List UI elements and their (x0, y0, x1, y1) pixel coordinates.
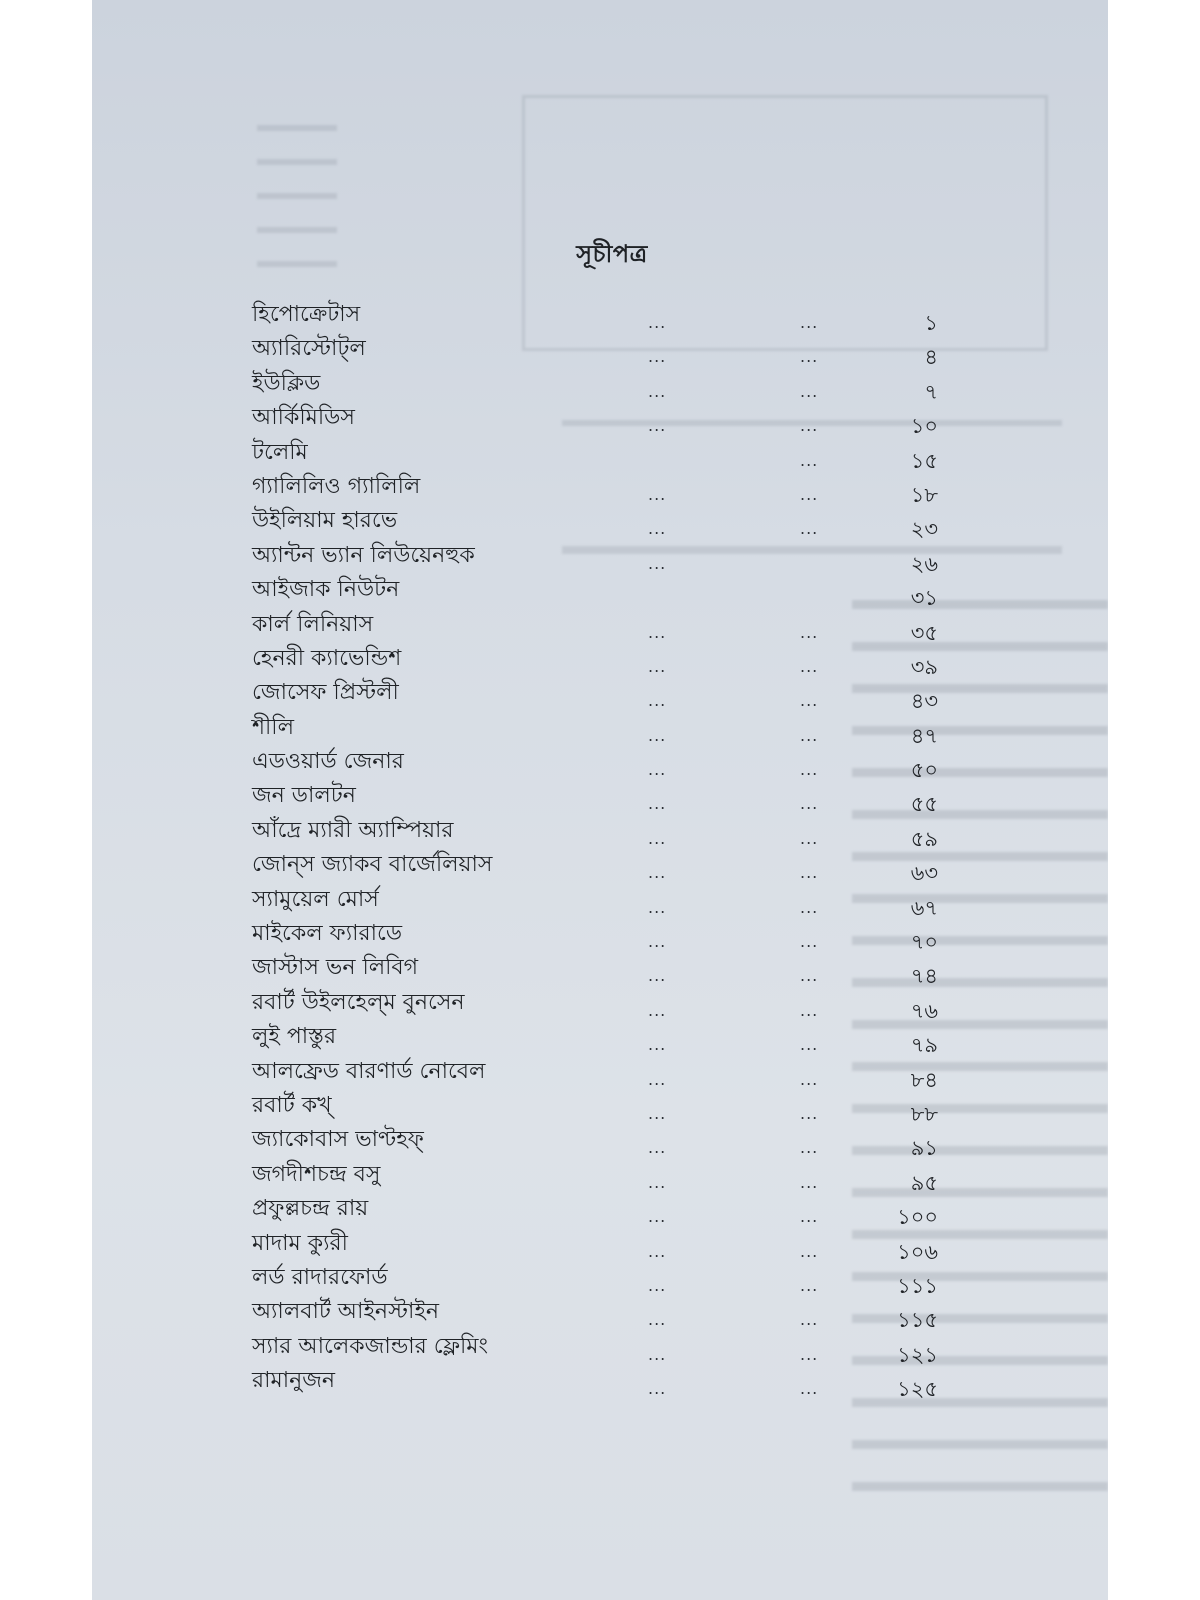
entry-page-number: ১১৫ (897, 1308, 938, 1333)
entry-name: আঁদ্রে ম্যারী অ্যাম্পিয়ার (252, 817, 454, 843)
entry-page-number: ২৩ (910, 517, 938, 542)
leader-dots: ... (800, 450, 819, 470)
leader-dots: ... (800, 725, 819, 745)
leader-dots: ... (648, 656, 667, 676)
leader-dots: ... (800, 381, 819, 401)
leader-dots: ... (800, 897, 819, 917)
entry-page-number: ৪ (924, 345, 938, 370)
entry-name: এডওয়ার্ড জেনার (252, 749, 404, 775)
entry-name: অ্যারিস্টোট্‌ল (252, 336, 366, 362)
toc-entry (92, 506, 1108, 540)
entry-page-number: ৮৮ (910, 1101, 938, 1126)
entry-page-number: ৪৩ (910, 689, 938, 714)
leader-dots: ... (800, 1000, 819, 1020)
toc-entry (92, 644, 1108, 678)
leader-dots: ... (800, 416, 819, 436)
entry-page-number: ৫০ (910, 758, 938, 783)
entry-page-number: ১২১ (897, 1342, 938, 1367)
entry-name: শীলি (252, 714, 294, 740)
toc-entry (92, 1022, 1108, 1056)
entry-name: রবার্ট উইলহেল্‌ম বুনসেন (252, 989, 465, 1015)
toc-entry (92, 988, 1108, 1022)
toc-entry (92, 919, 1108, 953)
leader-dots: ... (648, 691, 667, 711)
entry-page-number: ৭০ (910, 930, 938, 955)
entry-page-number: ৮৪ (910, 1067, 938, 1092)
entry-page-number: ১ (924, 311, 938, 335)
toc-entry (92, 781, 1108, 815)
entry-name: জ্যাকোবাস ভাণ্টহফ্‌ (252, 1127, 424, 1153)
entry-page-number: ১০ (910, 414, 938, 439)
leader-dots: ... (800, 347, 819, 367)
toc-entry (92, 403, 1108, 437)
toc-entry (92, 1057, 1108, 1091)
leader-dots: ... (648, 760, 667, 780)
leader-dots: ... (648, 484, 667, 504)
leader-dots: ... (800, 691, 819, 711)
toc-entry (92, 1160, 1108, 1194)
leader-dots: ... (800, 1035, 819, 1055)
leader-dots: ... (648, 1172, 667, 1192)
toc-entry (92, 1263, 1108, 1297)
leader-dots: ... (648, 1138, 667, 1158)
entry-name: মাইকেল ফ্যারাডে (252, 921, 403, 947)
toc-entry (92, 334, 1108, 368)
entry-name: টলেমি (252, 439, 308, 465)
entry-name: উইলিয়াম হারভে (252, 508, 398, 534)
leader-dots: ... (648, 622, 667, 642)
entry-name: লর্ড রাদারফোর্ড (252, 1264, 388, 1290)
entry-name: আর্কিমিডিস (252, 405, 355, 431)
toc-entry (92, 1229, 1108, 1263)
leader-dots: ... (648, 897, 667, 917)
leader-dots: ... (648, 1344, 667, 1364)
toc-entry (92, 610, 1108, 644)
leader-dots: ... (800, 622, 819, 642)
toc-entry (92, 575, 1108, 609)
entry-name: রবার্ট কখ্‌ (252, 1092, 332, 1118)
entry-name: জগদীশচন্দ্র বসু (252, 1161, 381, 1187)
entry-name: জোন্‌স জ্যাকব বার্জেলিয়াস (252, 852, 493, 878)
leader-dots: ... (800, 1379, 819, 1399)
leader-dots: ... (800, 828, 819, 848)
entry-name: গ্যালিলিও গ্যালিলি (252, 473, 421, 499)
entry-name: রামানুজন (252, 1368, 336, 1394)
entry-name: জন ডালটন (252, 783, 356, 809)
entry-page-number: ৬৭ (910, 895, 938, 920)
book-page (92, 0, 1108, 1600)
toc-entry (92, 850, 1108, 884)
entry-page-number: ১২৫ (897, 1377, 938, 1402)
entry-name: অ্যান্টন ভ্যান লিউয়েনহুক (252, 542, 475, 568)
leader-dots: ... (648, 1000, 667, 1020)
leader-dots: ... (800, 1207, 819, 1227)
leader-dots: ... (800, 966, 819, 986)
entry-name: স্যার আলেকজান্ডার ফ্লেমিং (252, 1333, 488, 1359)
leader-dots: ... (648, 725, 667, 745)
toc-entry (92, 1297, 1108, 1331)
leader-dots: ... (800, 484, 819, 504)
toc-entry (92, 953, 1108, 987)
leader-dots: ... (648, 1275, 667, 1295)
entry-page-number: ৭৪ (910, 964, 938, 989)
entry-page-number: ৭ (924, 379, 938, 404)
entry-name: হেনরী ক্যাভেন্ডিশ (252, 645, 402, 671)
leader-dots: ... (800, 1241, 819, 1261)
entry-name: মাদাম ক্যুরী (252, 1230, 348, 1256)
entry-name: কার্ল লিনিয়াস (252, 611, 374, 637)
leader-dots: ... (800, 656, 819, 676)
toc-entry (92, 1091, 1108, 1125)
leader-dots: ... (800, 1069, 819, 1089)
toc-entry (92, 816, 1108, 850)
entry-page-number: ৯১ (910, 1136, 938, 1161)
leader-dots: ... (800, 1310, 819, 1330)
leader-dots: ... (800, 863, 819, 883)
leader-dots: ... (800, 313, 819, 332)
leader-dots: ... (648, 1035, 667, 1055)
leader-dots: ... (648, 381, 667, 401)
entry-name: লুই পাস্তুর (252, 1024, 337, 1050)
leader-dots: ... (800, 1172, 819, 1192)
leader-dots: ... (648, 416, 667, 436)
entry-name: হিপোক্রেটাস (252, 302, 361, 327)
leader-dots: ... (648, 863, 667, 883)
leader-dots: ... (648, 794, 667, 814)
toc-entry (92, 300, 1108, 334)
entry-page-number: ১০৬ (897, 1239, 938, 1264)
toc-entry (92, 713, 1108, 747)
leader-dots: ... (648, 966, 667, 986)
leader-dots: ... (800, 760, 819, 780)
leader-dots: ... (648, 828, 667, 848)
entry-name: ইউক্লিড (252, 370, 321, 396)
leader-dots: ... (648, 932, 667, 952)
entry-page-number: ২৬ (910, 551, 938, 576)
leader-dots: ... (800, 794, 819, 814)
leader-dots: ... (800, 1275, 819, 1295)
entry-page-number: ৩১ (910, 586, 938, 611)
entry-page-number: ৩৯ (910, 654, 938, 679)
leader-dots: ... (800, 1138, 819, 1158)
leader-dots: ... (648, 1310, 667, 1330)
entry-page-number: ৩৫ (910, 620, 938, 645)
leader-dots: ... (800, 519, 819, 539)
toc-entry (92, 1332, 1108, 1366)
table-of-contents (92, 0, 1108, 1600)
toc-entry (92, 541, 1108, 575)
toc-entry (92, 747, 1108, 781)
entry-name: স্যামুয়েল মোর্স (252, 886, 379, 912)
entry-name: জাস্টাস ভন লিবিগ (252, 955, 419, 981)
leader-dots: ... (800, 1344, 819, 1364)
leader-dots: ... (648, 519, 667, 539)
entry-page-number: ৯৫ (910, 1170, 938, 1195)
entry-page-number: ৬৩ (910, 861, 938, 886)
toc-entry (92, 369, 1108, 403)
leader-dots: ... (648, 1379, 667, 1399)
leader-dots: ... (648, 1207, 667, 1227)
toc-entries (92, 300, 1108, 1401)
entry-page-number: ৫৫ (910, 792, 938, 817)
entry-name: প্রফুল্লচন্দ্র রায় (252, 1196, 369, 1222)
toc-entry (92, 472, 1108, 506)
entry-page-number: ৪৭ (910, 723, 938, 748)
entry-page-number: ১৮ (910, 482, 938, 507)
leader-dots: ... (648, 553, 667, 573)
leader-dots: ... (648, 1103, 667, 1123)
entry-page-number: ৭৯ (910, 1033, 938, 1058)
toc-entry (92, 1125, 1108, 1159)
entry-page-number: ১৫ (910, 448, 938, 473)
leader-dots: ... (648, 347, 667, 367)
leader-dots: ... (800, 1103, 819, 1123)
entry-page-number: ১১১ (897, 1273, 938, 1298)
entry-name: অ্যালবার্ট আইনস্টাইন (252, 1299, 439, 1325)
entry-page-number: ১০০ (897, 1205, 938, 1230)
leader-dots: ... (648, 313, 667, 332)
toc-entry (92, 1194, 1108, 1228)
entry-name: জোসেফ প্রিস্টলী (252, 680, 399, 706)
toc-entry (92, 885, 1108, 919)
entry-name: আলফ্রেড বারণার্ড নোবেল (252, 1058, 486, 1084)
toc-entry (92, 1366, 1108, 1400)
leader-dots: ... (800, 932, 819, 952)
entry-page-number: ৭৬ (910, 998, 938, 1023)
entry-page-number: ৫৯ (910, 826, 938, 851)
leader-dots: ... (648, 1069, 667, 1089)
page-title: সূচীপত্র (576, 240, 648, 268)
leader-dots: ... (648, 1241, 667, 1261)
toc-entry (92, 678, 1108, 712)
toc-entry (92, 438, 1108, 472)
entry-name: আইজাক নিউটন (252, 577, 400, 603)
